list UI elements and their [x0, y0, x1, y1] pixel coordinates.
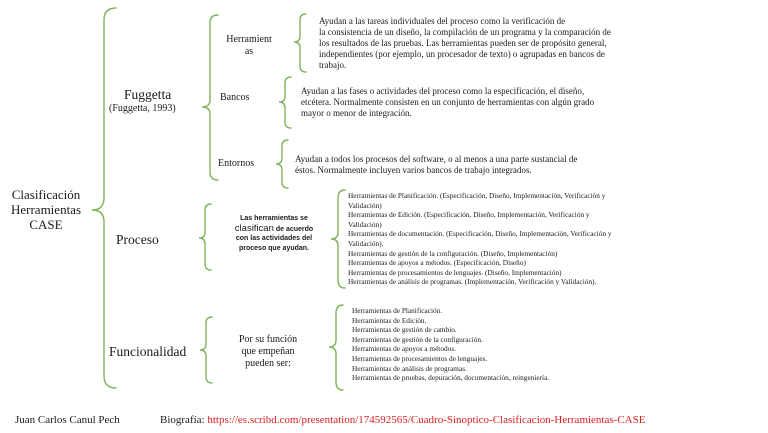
- brace-root: [92, 8, 116, 388]
- fuggetta-title: Fuggetta: [124, 87, 172, 102]
- footer-author: Juan Carlos Canul Pech: [15, 414, 120, 426]
- funcionalidad-title: Funcionalidad: [109, 344, 187, 359]
- proceso-note-emphasis: clasifican: [234, 222, 274, 234]
- proceso-note-rest: de acuerdo con las actividades del proceso que ayudan.: [235, 225, 314, 252]
- entornos-label: Entornos: [218, 158, 255, 169]
- herramientas-desc: Ayudan a las tareas individuales del proceso como la verificación de la consistencia de un diseño, la compilación de un programa y la comparación de los resultados de las pruebas. Las herramientas pueden ser de propósito general, independientes (por ejemplo, un procesador de texto) o agrupadas en bancos de trabajo.: [319, 16, 611, 70]
- bancos-desc: Ayudan a las fases o actividades del proceso como la especificación, el diseño, etcétera. Normalmente consisten en un conjunto de herramientas con algún grado mayor o menor de integración.: [301, 86, 595, 118]
- proceso-note-line1: Las herramientas se: [240, 215, 308, 222]
- funcionalidad-list: Herramientas de Planificación. Herramientas de Edición. Herramientas de gestión de cambio. Herramientas de gestión de la configuración. Herramientas de apoyos a métodos. Herramientas de procesamientos de lenguajes. Herramientas de análisis de programas. Herramientas de pruebas, depuración, documentación, reingeniería.: [352, 306, 550, 383]
- root-title: Clasificación Herramientas CASE: [10, 187, 82, 232]
- proceso-note: [212, 214, 336, 253]
- proceso-list: Herramientas de Planificación. (Especificación, Diseño, Implementación, Verificación y Validación) Herramientas de Edición. (Especificación, Diseño, Implementación, Verificación y Validación) Herramientas de documentación. (Especificación, Diseño, Implementación, Verificación y Validación). Herramientas de gestión de la configuración. (Diseño, Implementación) Herramientas de apoyos a métodos. (Especificación, Diseño) Herramientas de procesamientos de lenguajes. (Diseño, Implementación) Herramientas de análisis de programas. (Implementación, Verificación y Validación).: [348, 191, 612, 287]
- bancos-label: Bancos: [220, 92, 250, 103]
- brace-funcionalidad-list: [329, 305, 343, 390]
- entornos-desc: Ayudan a todos los procesos del software, o al menos a una parte sustancial de éstos. Normalmente incluyen varios bancos de trabajo integrados.: [295, 154, 578, 175]
- brace-bancos: [279, 77, 291, 128]
- bio-link[interactable]: https://es.scribd.com/presentation/174592565/Cuadro-Sinoptico-Clasificacion-Herramientas-CASE: [207, 414, 646, 426]
- herramientas-label: Herramient as: [226, 34, 272, 57]
- proceso-title: Proceso: [116, 232, 159, 247]
- brace-entornos: [276, 140, 288, 188]
- funcionalidad-note: Por su función que empeñan pueden ser:: [238, 334, 298, 369]
- footer-bio: [160, 414, 645, 426]
- brace-funcionalidad-note: [200, 317, 212, 383]
- brace-fuggetta: [202, 15, 218, 180]
- brace-herramientas: [294, 14, 306, 72]
- footer-bio-label: Biografía:: [160, 414, 208, 426]
- brace-proceso-note: [199, 204, 211, 270]
- fuggetta-subtitle: (Fuggetta, 1993): [109, 103, 176, 114]
